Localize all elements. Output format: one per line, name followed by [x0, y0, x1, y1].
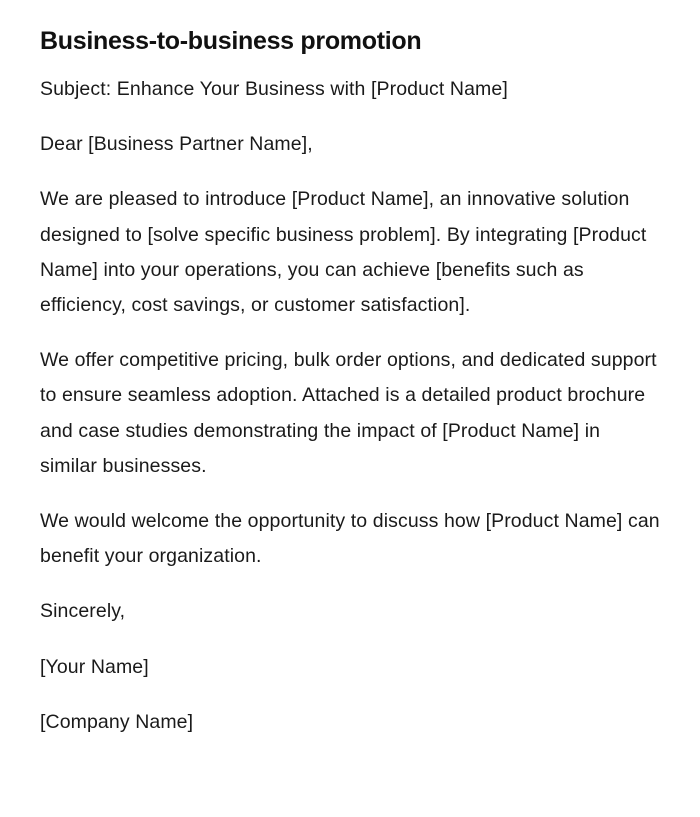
signature-company: [Company Name] [40, 710, 194, 733]
closing: Sincerely, [40, 600, 126, 623]
document-title: Business-to-business promotion [40, 27, 422, 55]
signature-name: [Your Name] [40, 655, 149, 678]
email-subject: Subject: Enhance Your Business with [Product Name] [40, 78, 508, 100]
salutation: Dear [Business Partner Name], [40, 133, 313, 156]
body-paragraph-offer: We offer competitive pricing, bulk order options, and dedicated support to ensure seamless adoption. Attached is a detailed product brochure and case studies demonstrating the impact of [Product Name] in similar businesses. [40, 349, 657, 477]
body-paragraph-closing: We would welcome the opportunity to discuss how [Product Name] can benefit your organization. [40, 510, 660, 568]
body-paragraph-intro: We are pleased to introduce [Product Name], an innovative solution designed to [solve specific business problem]. By integrating [Product Name] into your operations, you can achieve [benefits such as efficiency, cost savings, or customer satisfaction]. [40, 188, 647, 317]
